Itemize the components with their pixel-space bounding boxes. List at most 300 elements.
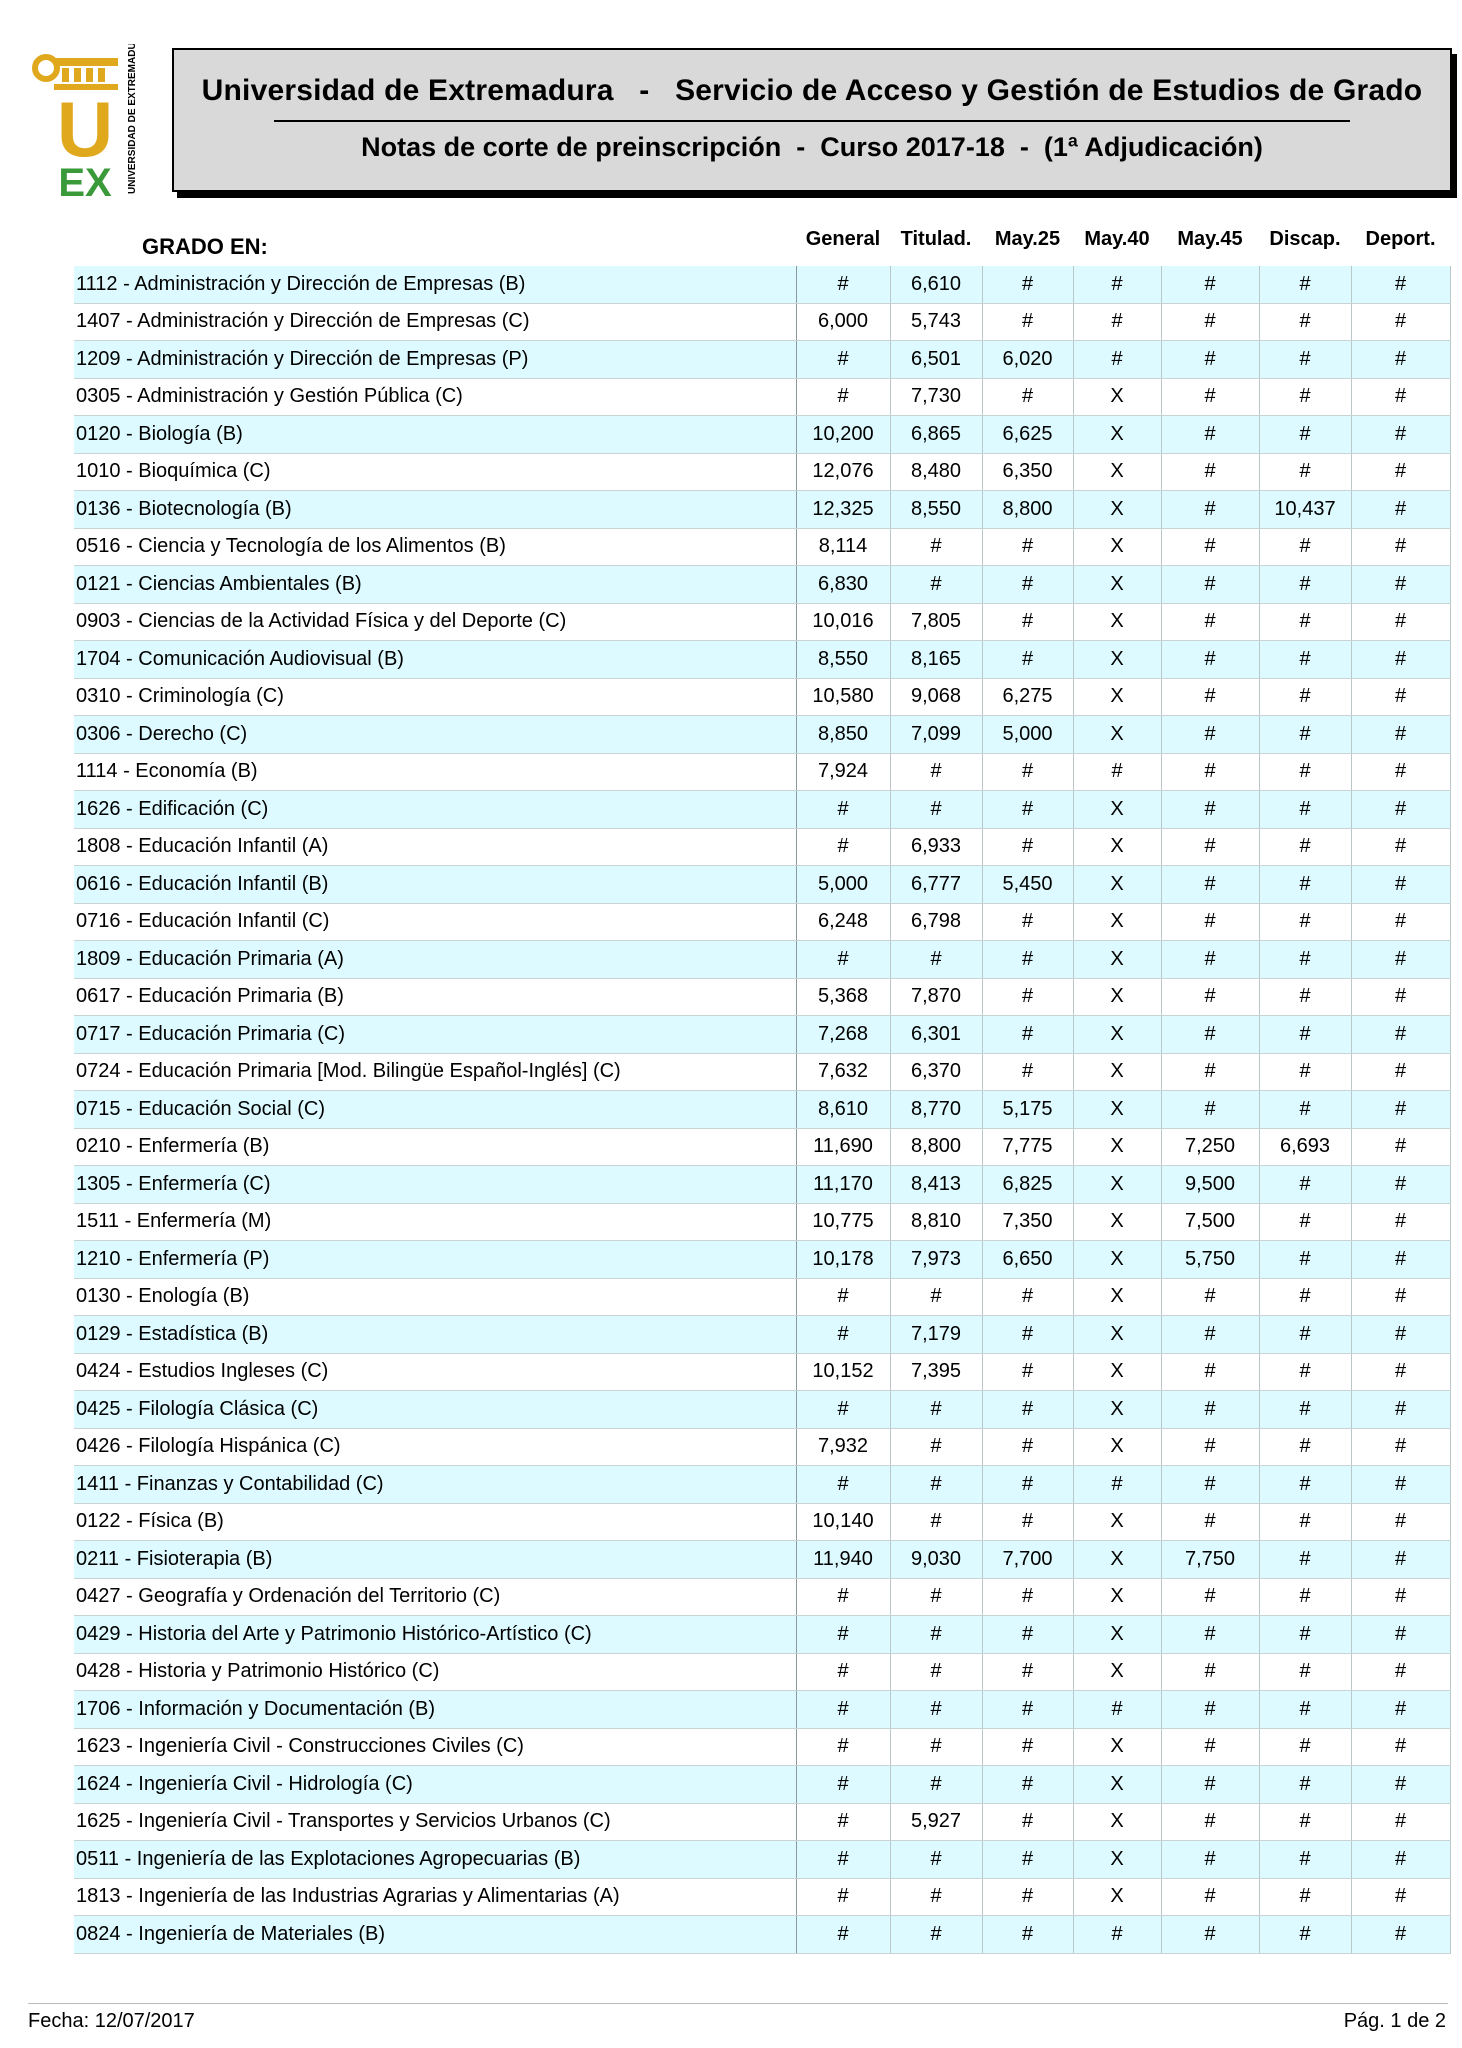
cutoff-cell: # — [1351, 1166, 1450, 1204]
cutoff-cell: # — [982, 1916, 1073, 1954]
degree-name: 0511 - Ingeniería de las Explotaciones Agropecuarias (B) — [74, 1841, 796, 1879]
cutoff-cell: 11,940 — [796, 1541, 890, 1579]
table-row — [74, 1728, 1450, 1766]
cutoff-cell: X — [1073, 1878, 1161, 1916]
cutoff-cell: # — [890, 941, 982, 979]
cutoff-cell: 8,850 — [796, 716, 890, 754]
degree-name: 0716 - Educación Infantil (C) — [74, 903, 796, 941]
cutoff-cell: # — [1351, 1503, 1450, 1541]
degree-name: 0306 - Derecho (C) — [74, 716, 796, 754]
cutoff-cell: 6,825 — [982, 1166, 1073, 1204]
cutoff-cell: # — [982, 978, 1073, 1016]
cutoff-cell: X — [1073, 1278, 1161, 1316]
cutoff-cell: # — [1073, 1466, 1161, 1504]
degree-name: 0717 - Educación Primaria (C) — [74, 1016, 796, 1054]
cutoff-cell: # — [796, 1316, 890, 1354]
degree-name: 1625 - Ingeniería Civil - Transportes y Servicios Urbanos (C) — [74, 1803, 796, 1841]
cutoff-cell: X — [1073, 1616, 1161, 1654]
degree-name: 0724 - Educación Primaria [Mod. Bilingüe Español-Inglés] (C) — [74, 1053, 796, 1091]
degree-name: 0130 - Enología (B) — [74, 1278, 796, 1316]
table-row — [74, 378, 1450, 416]
table-row — [74, 1053, 1450, 1091]
table-row — [74, 1766, 1450, 1804]
degree-name: 0120 - Biología (B) — [74, 416, 796, 454]
cutoff-cell: # — [1161, 978, 1259, 1016]
cutoff-cell: 12,076 — [796, 453, 890, 491]
degree-name: 0425 - Filología Clásica (C) — [74, 1391, 796, 1429]
cutoff-cell: # — [1259, 716, 1351, 754]
cutoff-cell: 6,777 — [890, 866, 982, 904]
cutoff-cell: # — [1161, 1653, 1259, 1691]
cutoff-cell: X — [1073, 1316, 1161, 1354]
cutoff-cell: # — [796, 1766, 890, 1804]
table-row — [74, 866, 1450, 904]
cutoff-cell: # — [1351, 1803, 1450, 1841]
cutoff-cell: # — [982, 1391, 1073, 1429]
cutoff-cell: X — [1073, 1428, 1161, 1466]
cutoff-cell: # — [982, 1803, 1073, 1841]
cutoff-cell: 7,730 — [890, 378, 982, 416]
cutoff-cell: # — [1161, 1466, 1259, 1504]
cutoff-cell: X — [1073, 378, 1161, 416]
cutoff-cell: # — [890, 1278, 982, 1316]
cutoff-cell: X — [1073, 528, 1161, 566]
column-header: May.25 — [994, 228, 1061, 250]
cutoff-cell: 6,798 — [890, 903, 982, 941]
cutoff-cell: # — [1161, 1091, 1259, 1129]
cutoff-cell: 7,179 — [890, 1316, 982, 1354]
cutoff-cell: 8,800 — [890, 1128, 982, 1166]
cutoff-cell: # — [1259, 341, 1351, 379]
degree-name: 0210 - Enfermería (B) — [74, 1128, 796, 1166]
degree-name: 1809 - Educación Primaria (A) — [74, 941, 796, 979]
cutoff-cell: X — [1073, 1166, 1161, 1204]
cutoff-cell: # — [982, 1466, 1073, 1504]
cutoff-cell: # — [982, 603, 1073, 641]
cutoff-cell: # — [1351, 1241, 1450, 1279]
cutoff-cell: # — [890, 528, 982, 566]
cutoff-cell: # — [1259, 1278, 1351, 1316]
cutoff-cell: # — [1351, 1316, 1450, 1354]
cutoff-cell: # — [982, 791, 1073, 829]
cutoff-cell: # — [890, 1428, 982, 1466]
cutoff-cell: 6,625 — [982, 416, 1073, 454]
degree-name: 0616 - Educación Infantil (B) — [74, 866, 796, 904]
cutoff-cell: 7,750 — [1161, 1541, 1259, 1579]
cutoff-cell: # — [1351, 1916, 1450, 1954]
table-row — [74, 1091, 1450, 1129]
logo-letters-bottom: EX — [58, 161, 112, 200]
cutoff-cell: # — [1259, 978, 1351, 1016]
cutoff-cell: # — [1161, 866, 1259, 904]
cutoff-cell: # — [796, 791, 890, 829]
degree-name: 0427 - Geografía y Ordenación del Territorio (C) — [74, 1578, 796, 1616]
column-header: Titulad. — [900, 228, 972, 250]
cutoff-cell: # — [796, 1616, 890, 1654]
degree-name: 0426 - Filología Hispánica (C) — [74, 1428, 796, 1466]
cutoff-cell: # — [1351, 753, 1450, 791]
cutoff-cell: # — [1161, 416, 1259, 454]
cutoff-cell: # — [890, 791, 982, 829]
degree-name: 0903 - Ciencias de la Actividad Física y del Deporte (C) — [74, 603, 796, 641]
cutoff-cell: # — [982, 903, 1073, 941]
cutoff-cell: X — [1073, 566, 1161, 604]
column-header: Deport. — [1365, 228, 1436, 250]
cutoff-cell: 8,114 — [796, 528, 890, 566]
cutoff-cell: # — [1351, 641, 1450, 679]
cutoff-cell: 11,170 — [796, 1166, 890, 1204]
cutoff-cell: # — [1259, 678, 1351, 716]
cutoff-cell: X — [1073, 903, 1161, 941]
table-row — [74, 1016, 1450, 1054]
cutoff-cell: 6,350 — [982, 453, 1073, 491]
cutoff-cell: # — [1351, 491, 1450, 529]
logo-letters-top: U — [56, 85, 114, 173]
cutoff-cell: # — [1259, 941, 1351, 979]
cutoff-cell: # — [1351, 1878, 1450, 1916]
cutoff-cell: # — [1073, 1691, 1161, 1729]
cutoff-cell: # — [1161, 1728, 1259, 1766]
cutoff-cell: 12,325 — [796, 491, 890, 529]
cutoff-cell: # — [796, 1278, 890, 1316]
cutoff-cell: X — [1073, 1053, 1161, 1091]
cutoff-cell: 6,301 — [890, 1016, 982, 1054]
cutoff-cell: # — [796, 1466, 890, 1504]
cutoff-cell: X — [1073, 1503, 1161, 1541]
cutoff-cell: 6,650 — [982, 1241, 1073, 1279]
cutoff-cell: # — [890, 1916, 982, 1954]
cutoff-cell: # — [1351, 866, 1450, 904]
cutoff-cell: # — [1351, 716, 1450, 754]
cutoff-cell: # — [796, 1916, 890, 1954]
cutoff-cell: # — [1259, 1091, 1351, 1129]
degree-name: 1112 - Administración y Dirección de Empresas (B) — [74, 266, 796, 303]
cutoff-cell: # — [1259, 1916, 1351, 1954]
degree-name: 1623 - Ingeniería Civil - Construcciones Civiles (C) — [74, 1728, 796, 1766]
cutoff-cell: # — [982, 1653, 1073, 1691]
cutoff-cell: # — [982, 1316, 1073, 1354]
degree-name: 0617 - Educación Primaria (B) — [74, 978, 796, 1016]
cutoff-cell: # — [982, 378, 1073, 416]
cutoff-cell: # — [1161, 1428, 1259, 1466]
cutoff-cell: # — [1259, 416, 1351, 454]
cutoff-cell: # — [1351, 1841, 1450, 1879]
cutoff-cell: 7,500 — [1161, 1203, 1259, 1241]
page-title: Universidad de Extremadura - Servicio de Acceso y Gestión de Estudios de Grado — [201, 74, 1423, 107]
table-row — [74, 491, 1450, 529]
page-subtitle: Notas de corte de preinscripción - Curso 2017-18 - (1ª Adjudicación) — [361, 132, 1263, 162]
column-header: May.40 — [1084, 228, 1150, 250]
table-row — [74, 416, 1450, 454]
cutoff-cell: # — [1259, 453, 1351, 491]
cutoff-cell: # — [1161, 566, 1259, 604]
table-row — [74, 1353, 1450, 1391]
table-row — [74, 941, 1450, 979]
cutoff-cell: 10,437 — [1259, 491, 1351, 529]
cutoff-cell: 7,099 — [890, 716, 982, 754]
cutoff-cell: # — [1161, 1353, 1259, 1391]
cutoff-cell: # — [1259, 1616, 1351, 1654]
cutoff-cell: 8,800 — [982, 491, 1073, 529]
degree-name: 0211 - Fisioterapia (B) — [74, 1541, 796, 1579]
cutoff-cell: # — [982, 941, 1073, 979]
cutoff-cell: 6,020 — [982, 341, 1073, 379]
grado-label: GRADO EN: — [142, 234, 268, 259]
cutoff-cell: # — [1259, 1466, 1351, 1504]
cutoff-cell: # — [1259, 378, 1351, 416]
degree-name: 1813 - Ingeniería de las Industrias Agrarias y Alimentarias (A) — [74, 1878, 796, 1916]
cutoff-cell: X — [1073, 1803, 1161, 1841]
cutoff-cell: # — [1161, 1803, 1259, 1841]
cutoff-cell: # — [1161, 1766, 1259, 1804]
cutoff-cell: # — [1161, 678, 1259, 716]
table-row — [74, 678, 1450, 716]
cutoff-cell: # — [1351, 1466, 1450, 1504]
cutoff-cell: # — [1351, 1016, 1450, 1054]
cutoff-cell: 8,550 — [890, 491, 982, 529]
cutoff-cell: # — [796, 828, 890, 866]
cutoff-cell: 6,933 — [890, 828, 982, 866]
degree-name: 0824 - Ingeniería de Materiales (B) — [74, 1916, 796, 1954]
table-row — [74, 1653, 1450, 1691]
cutoff-cell: # — [890, 1878, 982, 1916]
degree-name: 1411 - Finanzas y Contabilidad (C) — [74, 1466, 796, 1504]
cutoff-cell: # — [1161, 1278, 1259, 1316]
cutoff-cell: # — [982, 753, 1073, 791]
table-row — [74, 1466, 1450, 1504]
column-header: General — [805, 228, 881, 250]
cutoff-cell: # — [1259, 1541, 1351, 1579]
degree-name: 0715 - Educación Social (C) — [74, 1091, 796, 1129]
logo-side-text: UNIVERSIDAD DE EXTREMADURA — [127, 44, 138, 194]
column-header: Discap. — [1269, 228, 1341, 250]
cutoff-cell: # — [796, 341, 890, 379]
cutoff-cell: # — [890, 1841, 982, 1879]
cutoff-cell: # — [1259, 1353, 1351, 1391]
cutoff-cell: 5,175 — [982, 1091, 1073, 1129]
cutoff-cell: # — [1259, 1766, 1351, 1804]
cutoff-cell: # — [1161, 716, 1259, 754]
cutoff-cell: # — [1259, 1428, 1351, 1466]
cutoff-cell: # — [1161, 1503, 1259, 1541]
cutoff-cell: # — [1161, 453, 1259, 491]
cutoff-cell: # — [1351, 1653, 1450, 1691]
table-row — [74, 1691, 1450, 1729]
cutoff-cell: X — [1073, 453, 1161, 491]
cutoff-cell: # — [1351, 941, 1450, 979]
table-row — [74, 1616, 1450, 1654]
cutoff-cell: X — [1073, 1128, 1161, 1166]
cutoff-cell: # — [1259, 1503, 1351, 1541]
cutoff-cell: # — [796, 1728, 890, 1766]
cutoff-cell: 6,830 — [796, 566, 890, 604]
cutoff-cell: # — [1161, 1916, 1259, 1954]
table-row — [74, 1803, 1450, 1841]
cutoff-cell: # — [890, 1578, 982, 1616]
cutoff-cell: 7,870 — [890, 978, 982, 1016]
cutoff-cell: 5,000 — [796, 866, 890, 904]
cutoff-cell: 5,743 — [890, 303, 982, 341]
print-date: Fecha: 12/07/2017 — [28, 2010, 195, 2032]
table-row — [74, 1166, 1450, 1204]
table-row — [74, 791, 1450, 829]
cutoff-cell: # — [796, 266, 890, 303]
cutoff-cell: # — [1161, 1841, 1259, 1879]
cutoff-cell: 5,450 — [982, 866, 1073, 904]
degree-name: 0428 - Historia y Patrimonio Histórico (C) — [74, 1653, 796, 1691]
cutoff-cell: # — [1259, 1203, 1351, 1241]
cutoff-cell: # — [1161, 1391, 1259, 1429]
cutoff-cell: # — [1161, 341, 1259, 379]
cutoff-cell: # — [1259, 1053, 1351, 1091]
cutoff-cell: # — [796, 1578, 890, 1616]
cutoff-cell: # — [1351, 1053, 1450, 1091]
cutoff-cell: # — [890, 1503, 982, 1541]
cutoff-cell: # — [1351, 566, 1450, 604]
cutoff-cell: # — [1351, 903, 1450, 941]
cutoff-cell: # — [1351, 678, 1450, 716]
table-row — [74, 716, 1450, 754]
cutoff-cell: # — [1259, 1878, 1351, 1916]
cutoff-cell: X — [1073, 941, 1161, 979]
cutoff-cell: X — [1073, 1353, 1161, 1391]
cutoff-cell: # — [1351, 1616, 1450, 1654]
cutoff-cell: # — [1073, 1916, 1161, 1954]
footer-divider — [28, 2003, 1448, 2004]
cutoff-cell: 7,632 — [796, 1053, 890, 1091]
cutoff-cell: X — [1073, 678, 1161, 716]
cutoff-cell: # — [1161, 641, 1259, 679]
degree-name: 1210 - Enfermería (P) — [74, 1241, 796, 1279]
cutoff-cell: 8,480 — [890, 453, 982, 491]
cutoff-cell: 6,370 — [890, 1053, 982, 1091]
cutoff-cell: 6,610 — [890, 266, 982, 303]
cutoff-cell: # — [982, 1841, 1073, 1879]
degree-name: 1407 - Administración y Dirección de Empresas (C) — [74, 303, 796, 341]
table-row — [74, 1503, 1450, 1541]
cutoff-cell: X — [1073, 791, 1161, 829]
cutoff-cell: # — [1073, 753, 1161, 791]
cutoff-cell: # — [1259, 566, 1351, 604]
cutoff-cell: # — [1259, 1841, 1351, 1879]
cutoff-cell: 10,200 — [796, 416, 890, 454]
degree-name: 0121 - Ciencias Ambientales (B) — [74, 566, 796, 604]
cutoff-cell: # — [1351, 528, 1450, 566]
table-row — [74, 603, 1450, 641]
cutoff-cell: # — [1351, 978, 1450, 1016]
table-row — [74, 528, 1450, 566]
cutoff-cell: # — [982, 1503, 1073, 1541]
degree-name: 1114 - Economía (B) — [74, 753, 796, 791]
cutoff-cell: # — [796, 1841, 890, 1879]
cutoff-cell: # — [982, 1278, 1073, 1316]
cutoff-cell: 8,413 — [890, 1166, 982, 1204]
cutoff-cell: 10,016 — [796, 603, 890, 641]
cutoff-cell: # — [1351, 1091, 1450, 1129]
degree-name: 0424 - Estudios Ingleses (C) — [74, 1353, 796, 1391]
cutoff-cell: 9,068 — [890, 678, 982, 716]
cutoff-cell: 6,000 — [796, 303, 890, 341]
cutoff-cell: X — [1073, 1541, 1161, 1579]
cutoff-cell: # — [1073, 303, 1161, 341]
cutoff-cell: # — [1161, 266, 1259, 303]
cutoff-cell: # — [1351, 1766, 1450, 1804]
cutoff-cell: # — [1161, 753, 1259, 791]
cutoff-cell: # — [1259, 1016, 1351, 1054]
cutoff-cell: # — [1351, 1541, 1450, 1579]
cutoff-cell: # — [1259, 1578, 1351, 1616]
cutoff-cell: # — [1259, 753, 1351, 791]
cutoff-cell: 7,250 — [1161, 1128, 1259, 1166]
cutoff-cell: # — [890, 566, 982, 604]
cutoff-cell: 5,368 — [796, 978, 890, 1016]
cutoff-cell: 8,165 — [890, 641, 982, 679]
cutoff-cell: # — [1161, 303, 1259, 341]
cutoff-cell: # — [1259, 866, 1351, 904]
cutoff-cell: # — [1073, 341, 1161, 379]
cutoff-cell: 7,350 — [982, 1203, 1073, 1241]
cutoff-cell: # — [796, 378, 890, 416]
table-row — [74, 453, 1450, 491]
cutoff-cell: X — [1073, 1728, 1161, 1766]
table-row — [74, 1203, 1450, 1241]
table-row — [74, 1241, 1450, 1279]
cutoff-cell: X — [1073, 1091, 1161, 1129]
degree-name: 1808 - Educación Infantil (A) — [74, 828, 796, 866]
degree-name: 1706 - Información y Documentación (B) — [74, 1691, 796, 1729]
cutoff-cell: 5,750 — [1161, 1241, 1259, 1279]
cutoff-cell: # — [1161, 378, 1259, 416]
cutoff-cell: # — [890, 1653, 982, 1691]
cutoff-cell: # — [1259, 641, 1351, 679]
cutoff-cell: # — [1259, 791, 1351, 829]
cutoff-cell: 7,395 — [890, 1353, 982, 1391]
cutoff-cell: # — [1161, 1878, 1259, 1916]
table-row — [74, 1428, 1450, 1466]
cutoff-cell: # — [1161, 1616, 1259, 1654]
cutoff-cell: # — [1259, 1653, 1351, 1691]
cutoff-cell: X — [1073, 1241, 1161, 1279]
cutoff-cell: # — [1161, 603, 1259, 641]
degree-name: 0516 - Ciencia y Tecnología de los Alimentos (B) — [74, 528, 796, 566]
cutoff-cell: 6,693 — [1259, 1128, 1351, 1166]
cutoff-cell: # — [1259, 1166, 1351, 1204]
table-row — [74, 566, 1450, 604]
cutoff-cell: X — [1073, 1391, 1161, 1429]
cutoff-cell: 6,275 — [982, 678, 1073, 716]
table-row — [74, 266, 1450, 303]
column-header: May.45 — [1177, 228, 1243, 250]
cutoff-cell: # — [982, 1691, 1073, 1729]
cutoff-cell: # — [982, 641, 1073, 679]
cutoff-cell: # — [890, 753, 982, 791]
cutoff-cell: 10,140 — [796, 1503, 890, 1541]
cutoff-cell: # — [890, 1466, 982, 1504]
cutoff-cell: 8,550 — [796, 641, 890, 679]
cutoff-cell: # — [1351, 828, 1450, 866]
cutoff-cell: # — [1351, 453, 1450, 491]
cutoff-cell: # — [1161, 528, 1259, 566]
cutoff-cell: # — [982, 1016, 1073, 1054]
degree-name: 1626 - Edificación (C) — [74, 791, 796, 829]
cutoff-cell: # — [982, 528, 1073, 566]
cutoff-cell: # — [982, 1766, 1073, 1804]
cutoff-cell: # — [796, 1653, 890, 1691]
cutoff-cell: # — [1351, 791, 1450, 829]
degree-name: 1209 - Administración y Dirección de Empresas (P) — [74, 341, 796, 379]
cutoff-cell: # — [890, 1691, 982, 1729]
cutoff-cell: # — [982, 1878, 1073, 1916]
